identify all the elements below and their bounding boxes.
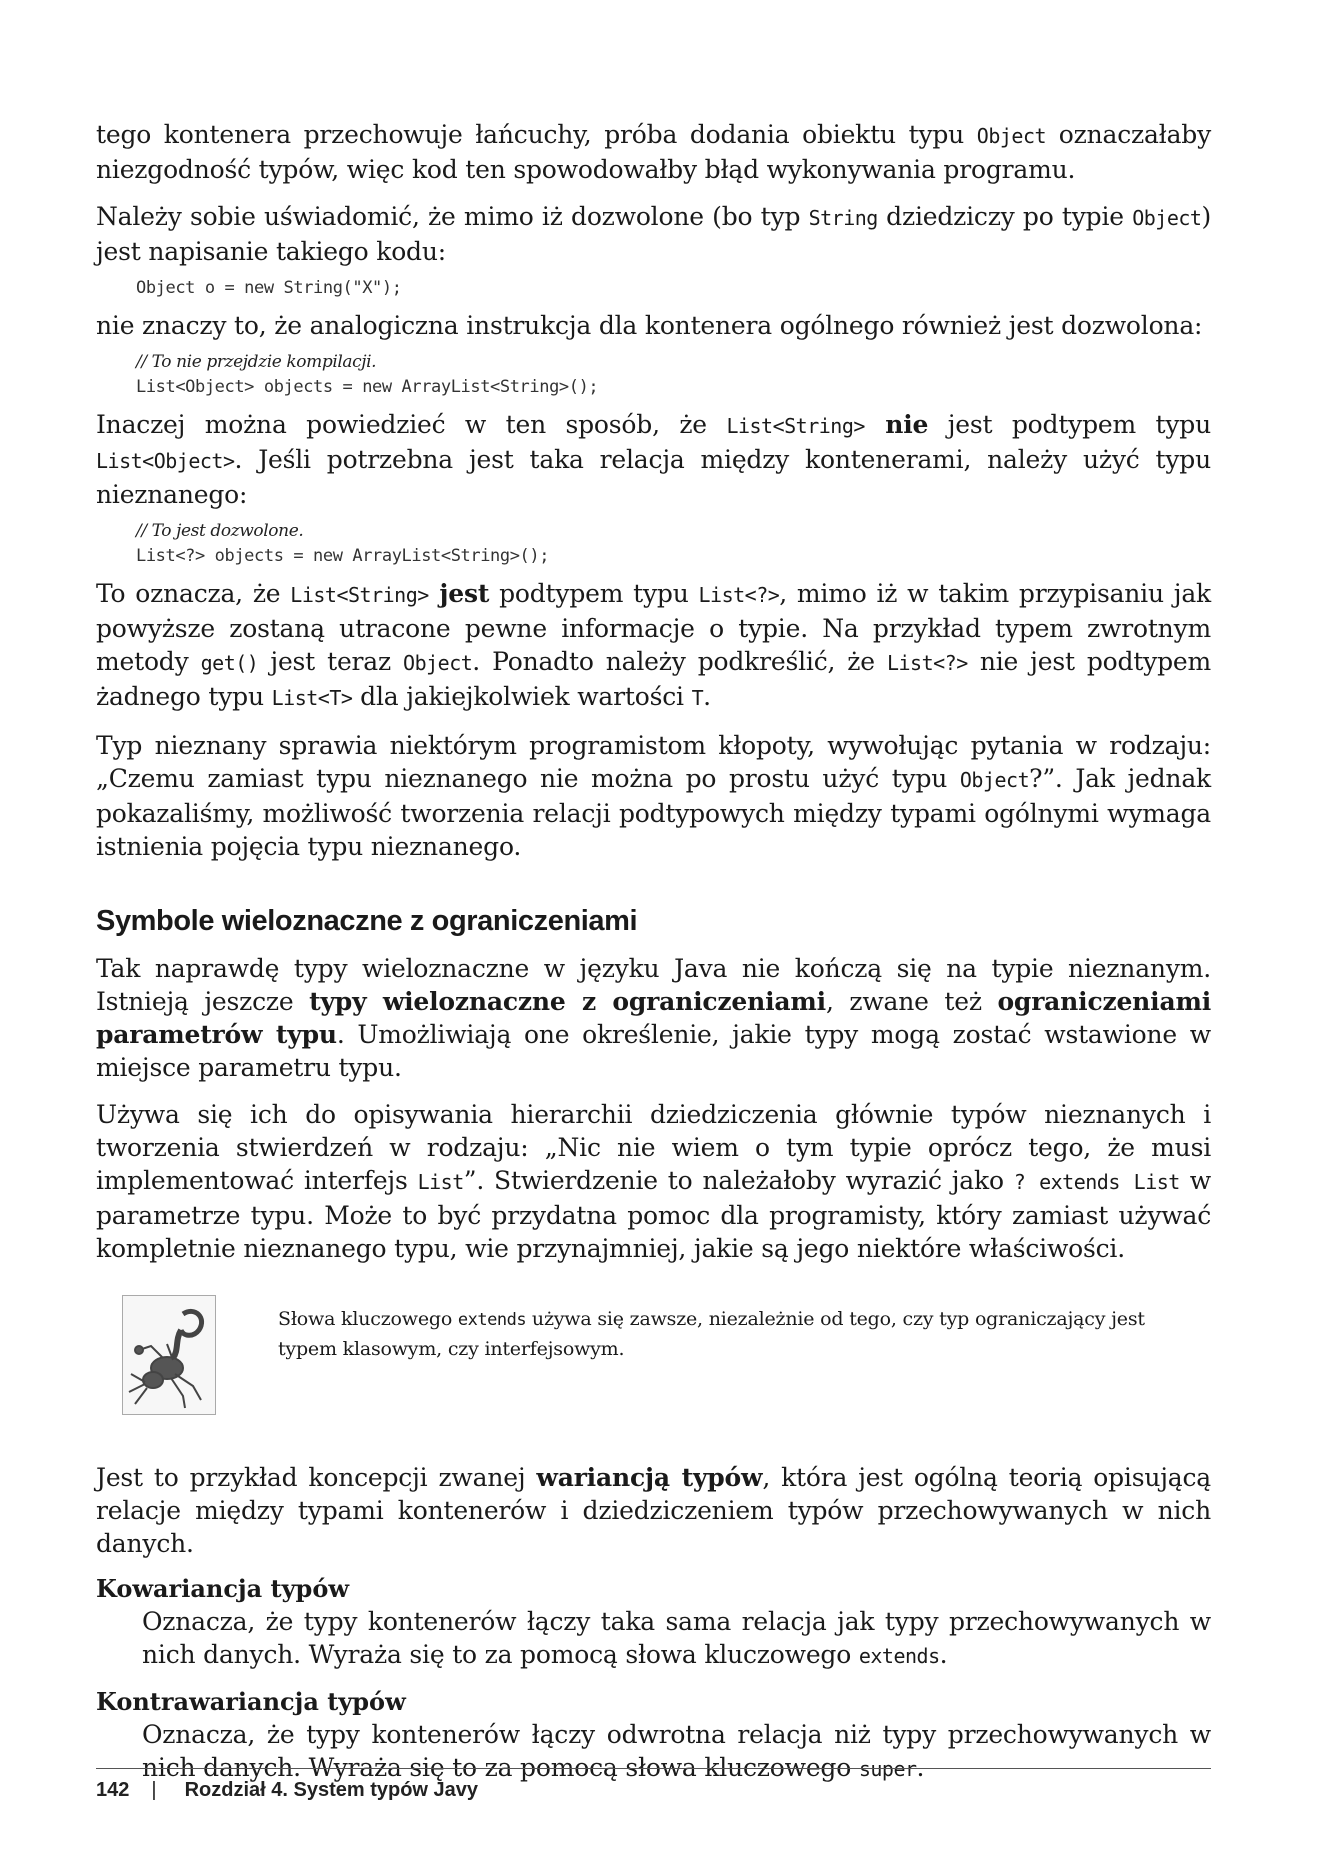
text: . bbox=[703, 682, 711, 711]
text: , mimo iż w takim przypisaniu jak powyższe zostaną utracone pewne informacje o typie. Na przykład typem zwrotnym metody bbox=[96, 579, 1211, 676]
page-number: 142 bbox=[96, 1779, 130, 1801]
page-footer bbox=[96, 1768, 1211, 1802]
text: Słowa kluczowego bbox=[278, 1308, 458, 1330]
warning-note bbox=[96, 1295, 1211, 1425]
text: Jest to przykład koncepcji zwanej bbox=[96, 1463, 537, 1492]
text: tego kontenera przechowuje łańcuchy, próba dodania obiektu typu bbox=[96, 120, 977, 149]
text: . Umożliwiają one określenie, jakie typy mogą zostać wstawione w miejsce parametru typu. bbox=[96, 1020, 1211, 1082]
text: . Jeśli potrzebna jest taka relacja między kontenerami, należy użyć typu nieznanego: bbox=[96, 445, 1211, 509]
footer-rule bbox=[96, 1768, 1211, 1769]
text: Inaczej można powiedzieć w ten sposób, że bbox=[96, 410, 727, 439]
inline-code: Object bbox=[976, 124, 1047, 148]
text: podtypem typu bbox=[489, 579, 699, 608]
inline-code: String bbox=[808, 206, 878, 230]
code-comment: // To jest dozwolone. bbox=[136, 521, 304, 541]
code-block-3 bbox=[136, 519, 1211, 569]
bold-text: nie bbox=[864, 410, 929, 439]
paragraph-5 bbox=[96, 577, 1211, 715]
paragraph-8 bbox=[96, 1098, 1211, 1265]
inline-code: Object bbox=[1132, 206, 1202, 230]
paragraph-7 bbox=[96, 952, 1211, 1084]
bold-text: jest bbox=[428, 579, 490, 608]
paragraph-1 bbox=[96, 118, 1211, 186]
code-line: List<?> objects = new ArrayList<String>(); bbox=[136, 546, 550, 566]
text: używa się zawsze, niezależnie od tego, czy typ ograniczający jest typem klasowym, czy interfejsowym. bbox=[278, 1308, 1145, 1360]
bold-text: wariancją typów bbox=[536, 1463, 763, 1492]
inline-code: extends bbox=[858, 1644, 940, 1668]
definition-covariance bbox=[142, 1605, 1211, 1673]
inline-code: List<?> bbox=[698, 583, 780, 607]
text: Oznacza, że typy kontenerów łączy odwrotna relacja niż typy przechowywanych w nich danych. Wyraża się to za pomocą słowa kluczowego bbox=[142, 1720, 1211, 1782]
paragraph-6 bbox=[96, 729, 1211, 863]
code-block-1: Object o = new String("X"); bbox=[136, 278, 402, 298]
inline-code: extends bbox=[457, 1310, 527, 1330]
paragraph-4 bbox=[96, 408, 1211, 511]
text: . bbox=[939, 1640, 948, 1669]
text: , zwane też bbox=[825, 987, 998, 1016]
text: Oznacza, że typy kontenerów łączy taka sama relacja jak typy przechowywanych w nich danych. Wyraża się to za pomocą słowa kluczowego bbox=[142, 1607, 1211, 1669]
text: dla jakiejkolwiek wartości bbox=[352, 682, 692, 711]
code-line: List<Object> objects = new ArrayList<String>(); bbox=[136, 377, 599, 397]
text: Tak naprawdę typy wieloznaczne w języku Java nie kończą się na typie nieznanym. Istnieją jeszcze bbox=[96, 954, 1211, 1016]
text: ) jest napisanie takiego kodu: bbox=[96, 202, 1212, 266]
page-body bbox=[96, 118, 1211, 1800]
code-block-2 bbox=[136, 350, 1211, 400]
bold-text: ograniczeniami parametrów typu bbox=[96, 987, 1211, 1049]
text: Należy sobie uświadomić, że mimo iż dozwolone (bo typ bbox=[96, 202, 809, 231]
paragraph-9 bbox=[96, 1461, 1211, 1560]
text: Używa się ich do opisywania hierarchii dziedziczenia głównie typów nieznanych i tworzenia stwierdzeń w rodzaju: „Nic nie wiem o tym typie oprócz tego, że musi implementować interfejs bbox=[96, 1100, 1211, 1195]
paragraph-2 bbox=[96, 200, 1211, 268]
text: To oznacza, że bbox=[96, 579, 291, 608]
inline-code: ? extends List bbox=[1013, 1170, 1180, 1194]
inline-code: List<?> bbox=[886, 651, 968, 675]
inline-code: get() bbox=[200, 651, 259, 675]
inline-code: List<String> bbox=[726, 414, 865, 438]
text: Typ nieznany sprawia niektórym programistom kłopoty, wywołując pytania w rodzaju: „Czemu zamiast typu nieznanego nie można po prostu użyć typu bbox=[96, 731, 1211, 793]
text: w parametrze typu. Może to być przydatna pomoc dla programisty, który zamiast używać kompletnie nieznanego typu, wie przynajmniej, jakie są jego niektóre właściwości. bbox=[96, 1166, 1212, 1263]
note-text bbox=[278, 1305, 1178, 1364]
inline-code: List<T> bbox=[271, 686, 353, 710]
inline-code: T bbox=[691, 686, 704, 710]
text: ?”. Jak jednak pokazaliśmy, możliwość tworzenia relacji podtypowych między typami ogólnymi wymaga istnienia pojęcia typu nieznanego. bbox=[96, 764, 1211, 861]
inline-code: Object bbox=[403, 651, 473, 675]
text: jest podtypem typu bbox=[928, 410, 1211, 439]
text: oznaczałaby niezgodność typów, więc kod ten spowodowałby błąd wykonywania programu. bbox=[96, 120, 1212, 184]
scorpion-icon bbox=[122, 1295, 216, 1415]
text: nie jest podtypem żadnego typu bbox=[96, 647, 1212, 711]
text: . Ponadto należy podkreślić, że bbox=[472, 647, 887, 676]
inline-code: super bbox=[858, 1757, 917, 1781]
definition-term-covariance: Kowariancja typów bbox=[96, 1574, 349, 1603]
text: jest teraz bbox=[258, 647, 404, 676]
text: ”. Stwierdzenie to należałoby wyrazić jako bbox=[463, 1166, 1014, 1195]
footer-separator: | bbox=[151, 1779, 157, 1801]
inline-code: List bbox=[417, 1170, 464, 1194]
paragraph-3: nie znaczy to, że analogiczna instrukcja dla kontenera ogólnego również jest dozwolona: bbox=[96, 311, 1203, 340]
text: . bbox=[916, 1753, 925, 1782]
inline-code: List<String> bbox=[290, 583, 429, 607]
inline-code: List<Object> bbox=[96, 449, 235, 473]
text: , która jest ogólną teorią opisującą relacje między typami kontenerów i dziedziczeniem typów przechowywanych w nich danych. bbox=[96, 1463, 1212, 1558]
inline-code: Object bbox=[959, 768, 1030, 792]
footer-text bbox=[96, 1779, 1211, 1802]
bold-text: typy wieloznaczne z ograniczeniami bbox=[309, 987, 826, 1016]
code-comment: // To nie przejdzie kompilacji. bbox=[136, 352, 377, 372]
text: dziedziczy po typie bbox=[877, 202, 1133, 231]
definition-term-contravariance: Kontrawariancja typów bbox=[96, 1687, 406, 1716]
section-heading: Symbole wieloznaczne z ograniczeniami bbox=[96, 905, 638, 937]
chapter-title: Rozdział 4. System typów Javy bbox=[184, 1779, 479, 1801]
